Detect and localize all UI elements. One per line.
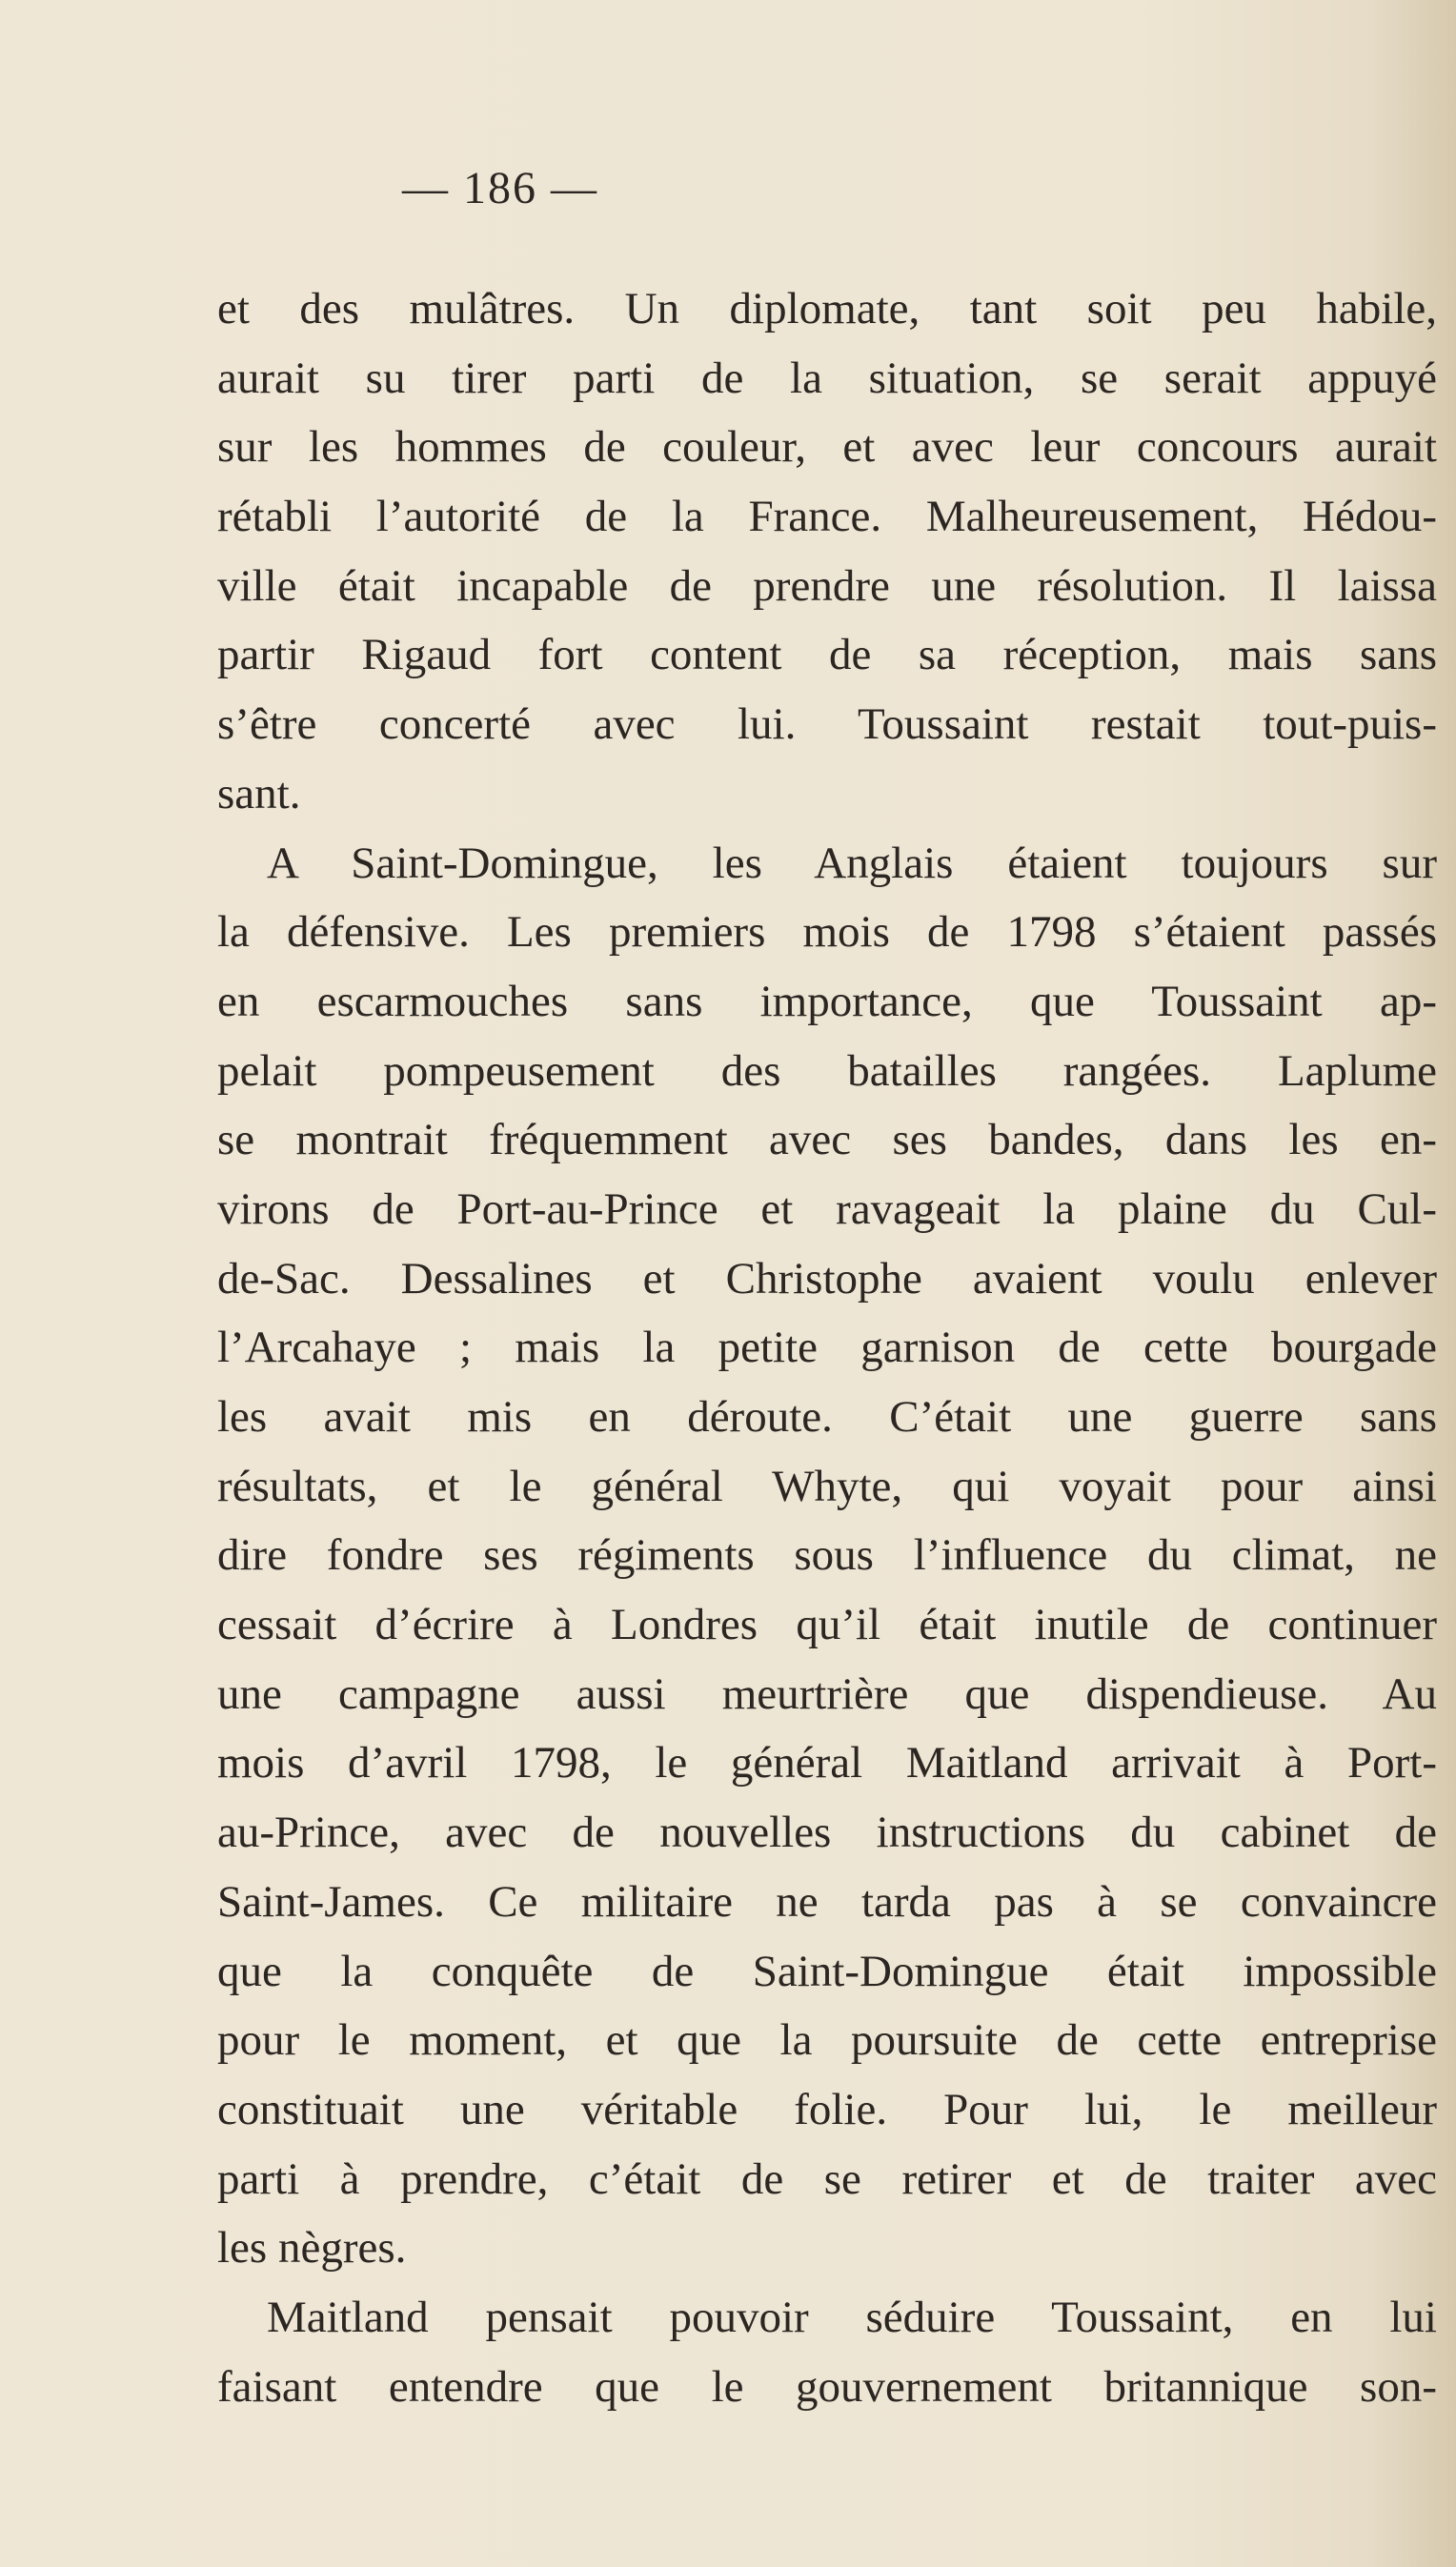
text-line: que la conquête de Saint-Domingue était impossible <box>217 1946 1437 1996</box>
text-line: virons de Port-au-Prince et ravageait la plaine du Cul- <box>217 1183 1437 1234</box>
text-line: partir Rigaud fort content de sa réception, mais sans <box>217 630 1437 680</box>
text-line: résultats, et le général Whyte, qui voyait pour ainsi <box>217 1461 1437 1511</box>
text-line: les nègres. <box>217 2223 407 2274</box>
text-line: A Saint-Domingue, les Anglais étaient toujours sur <box>267 838 1437 888</box>
text-line: sur les hommes de couleur, et avec leur concours aurait <box>217 422 1437 473</box>
text-line: Maitland pensait pouvoir séduire Toussaint, en lui <box>267 2292 1437 2342</box>
text-line: ville était incapable de prendre une résolution. Il laissa <box>217 560 1437 611</box>
text-line: parti à prendre, c’était de se retirer et de traiter avec <box>217 2153 1437 2204</box>
text-line: se montrait fréquemment avec ses bandes, dans les en- <box>217 1115 1437 1165</box>
page-number: — 186 — <box>402 163 598 213</box>
text-line: cessait d’écrire à Londres qu’il était inutile de continuer <box>217 1600 1437 1650</box>
text-line: rétabli l’autorité de la France. Malheureusement, Hédou- <box>217 492 1437 542</box>
text-line: la défensive. Les premiers mois de 1798 s’étaient passés <box>217 907 1437 958</box>
text-line: constituait une véritable folie. Pour lui, le meilleur <box>217 2084 1437 2134</box>
text-line: s’être concerté avec lui. Toussaint restait tout-puis- <box>217 699 1437 750</box>
text-line: de-Sac. Dessalines et Christophe avaient voulu enlever <box>217 1253 1437 1304</box>
text-line: faisant entendre que le gouvernement britannique son- <box>217 2361 1437 2412</box>
text-line: dire fondre ses régiments sous l’influence du climat, ne <box>217 1530 1437 1581</box>
text-line: aurait su tirer parti de la situation, se serait appuyé <box>217 353 1437 403</box>
text-line: une campagne aussi meurtrière que dispendieuse. Au <box>217 1668 1437 1719</box>
text-line: pelait pompeusement des batailles rangées. Laplume <box>217 1045 1437 1096</box>
text-line: l’Arcahaye ; mais la petite garnison de cette bourgade <box>217 1323 1437 1373</box>
text-line: Saint-James. Ce militaire ne tarda pas à se convaincre <box>217 1876 1437 1927</box>
body-text <box>217 274 1437 2421</box>
text-line: au-Prince, avec de nouvelles instructions du cabinet de <box>217 1808 1437 1858</box>
text-line: et des mulâtres. Un diplomate, tant soit peu habile, <box>217 284 1437 334</box>
text-line: en escarmouches sans importance, que Toussaint ap- <box>217 976 1437 1026</box>
text-line: les avait mis en déroute. C’était une guerre sans <box>217 1392 1437 1442</box>
text-line: mois d’avril 1798, le général Maitland arrivait à Port- <box>217 1738 1437 1789</box>
text-line: pour le moment, et que la poursuite de cette entreprise <box>217 2015 1437 2066</box>
text-line: sant. <box>217 768 301 819</box>
